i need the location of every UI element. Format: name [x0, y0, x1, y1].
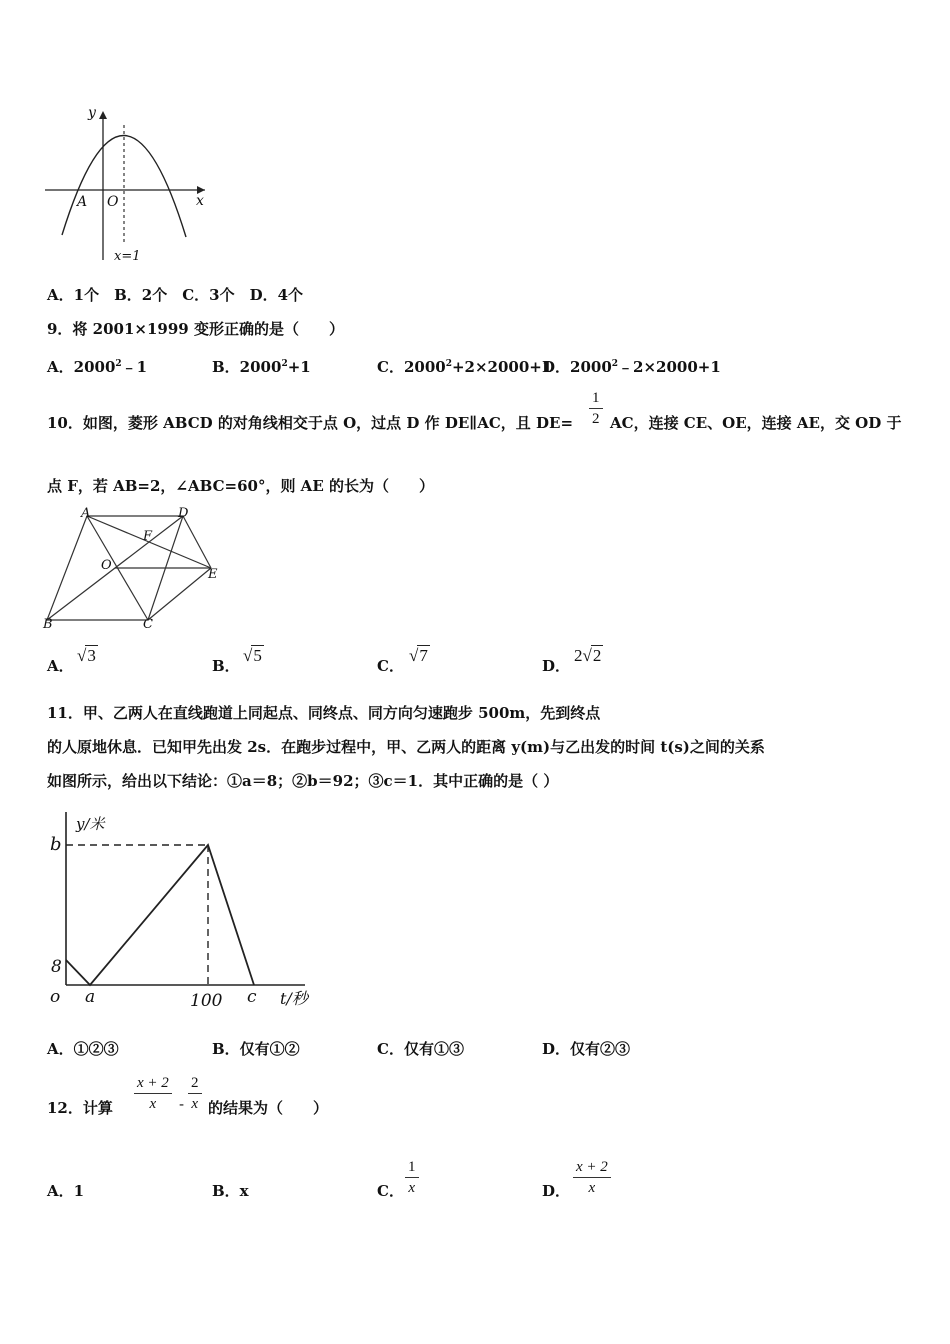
graph-ylabel: y/米 — [76, 815, 105, 833]
q10-stem-b: AC，连接 CE、OE，连接 AE，交 OD 于 — [610, 414, 902, 432]
q12-option-d-fraction — [573, 1157, 611, 1198]
q12-fraction-1 — [134, 1073, 172, 1114]
q9-option-b: B．$2000^2+1$ — [212, 358, 311, 376]
q12-f2-num: 2 — [188, 1073, 202, 1094]
segment-CE — [148, 568, 211, 620]
q10-option-c-value: √7 — [409, 646, 428, 665]
q10-stem-c: 点 F，若 AB=2，∠ABC=60°，则 AE 的长为（ ） — [47, 477, 434, 495]
q11-line-3: 如图所示，给出以下结论：①a＝8；②b＝92；③c＝1．其中正确的是（ ） — [47, 772, 559, 790]
q12-f1-num: x + 2 — [134, 1073, 172, 1094]
graph-A-label: A — [77, 194, 88, 210]
rhombus-figure — [40, 508, 230, 633]
q12-option-b: B．x — [212, 1182, 249, 1200]
q12-stem-b: 的结果为（ ） — [208, 1099, 329, 1117]
q10-option-d-value: 2√2 — [574, 646, 602, 665]
q10-option-a-value: √3 — [77, 646, 96, 665]
q12-d-num: x + 2 — [573, 1157, 611, 1178]
label-F: F — [143, 529, 153, 544]
q9-option-a: A．2000$^2$﹣1 — [47, 358, 148, 376]
q9-option-c: C．$2000^2+2\times 2000+1$ — [377, 358, 553, 376]
graph-x-label: x — [196, 193, 204, 209]
graph-100-label: 100 — [190, 991, 223, 1011]
q9-stem: 9．将 2001×1999 变形正确的是（ ） — [47, 320, 344, 338]
graph-a-label: a — [85, 987, 96, 1007]
q10-option-a-label: A． — [47, 657, 74, 675]
q12-c-den: x — [408, 1180, 416, 1196]
label-O: O — [101, 558, 112, 573]
graph-y-label: y — [88, 105, 96, 121]
graph-o-label: o — [50, 987, 61, 1007]
q12-fraction-2 — [188, 1073, 202, 1114]
q10-frac-num: 1 — [589, 388, 603, 409]
graph-O-label: O — [107, 194, 119, 210]
graph-b-label: b — [50, 834, 62, 855]
label-B: B — [43, 617, 53, 632]
q12-stem-a: 12．计算 — [47, 1099, 113, 1117]
q10-stem-a: 10．如图，菱形 ABCD 的对角线相交于点 O，过点 D 作 DE∥AC，且 DE= — [47, 414, 574, 432]
label-A: A — [81, 506, 91, 521]
q12-d-den: x — [588, 1180, 596, 1196]
q12-f2-den: x — [191, 1096, 199, 1112]
q10-option-b-value: √5 — [243, 646, 262, 665]
q11-option-d: D．仅有②③ — [542, 1040, 631, 1058]
label-E: E — [208, 567, 218, 582]
q11-line-1: 11．甲、乙两人在直线跑道上同起点、同终点、同方向匀速跑步 500m，先到终点 — [47, 704, 601, 722]
q12-c-num: 1 — [405, 1157, 419, 1178]
distance-line — [66, 845, 254, 985]
distance-time-graph — [40, 810, 320, 1010]
q10-option-c-label: C． — [377, 657, 404, 675]
graph-c-label: c — [247, 987, 257, 1007]
graph-8-label: 8 — [51, 957, 62, 977]
graph-xlabel: t/秒 — [280, 989, 308, 1008]
q10-option-d-label: D． — [542, 657, 571, 675]
label-D: D — [178, 506, 189, 521]
q12-option-c-fraction — [405, 1157, 419, 1198]
segment-DE — [183, 516, 211, 568]
q11-option-a: A．①②③ — [47, 1040, 119, 1058]
graph-axis-label: x=1 — [114, 249, 141, 264]
q12-option-d-label: D． — [542, 1182, 571, 1200]
q12-option-c-label: C． — [377, 1182, 404, 1200]
q10-frac-den: 2 — [592, 411, 600, 427]
q12-minus: - — [179, 1095, 185, 1113]
q9-option-d: D．$2000^2﹣2\times 2000+1$ — [542, 358, 721, 376]
q10-fraction — [589, 388, 603, 429]
q11-option-b: B．仅有①② — [212, 1040, 300, 1058]
q12-option-a: A．1 — [47, 1182, 85, 1200]
q11-option-c: C．仅有①③ — [377, 1040, 464, 1058]
q10-option-b-label: B． — [212, 657, 240, 675]
q12-f1-den: x — [149, 1096, 157, 1112]
label-C: C — [143, 617, 153, 632]
q11-line-2: 的人原地休息．已知甲先出发 2s．在跑步过程中，甲、乙两人的距离 y(m)与乙出发的时间 t(s)之间的关系 — [47, 738, 765, 756]
parabola-graph — [40, 105, 215, 265]
q8-options: A．1个 B．2个 C．3个 D．4个 — [47, 286, 304, 304]
